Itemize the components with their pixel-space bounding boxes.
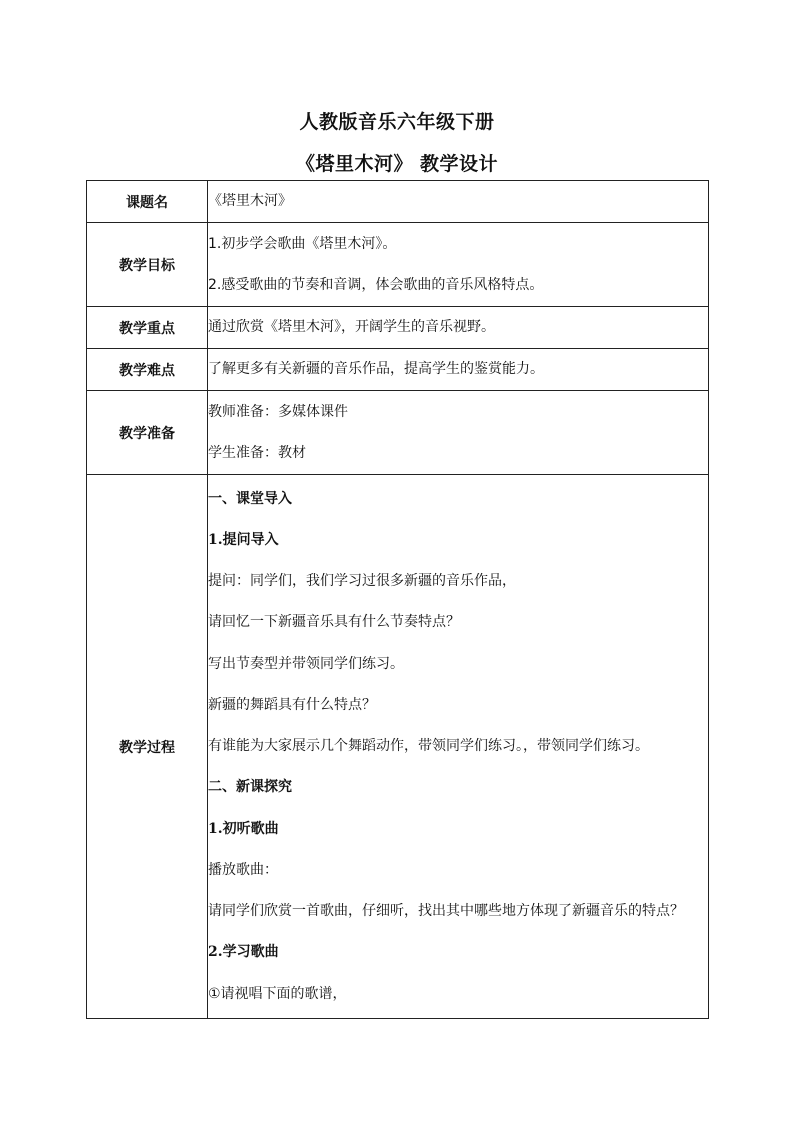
row-preparation xyxy=(87,391,709,475)
process-line: 写出节奏型并带领同学们练习。 xyxy=(208,655,404,672)
label-key-points: 教学重点 xyxy=(87,307,208,349)
row-difficulties xyxy=(87,349,709,391)
row-topic xyxy=(87,181,709,223)
process-line: 请同学们欣赏一首歌曲，仔细听，找出其中哪些地方体现了新疆音乐的特点？ xyxy=(208,903,684,919)
label-difficulties: 教学难点 xyxy=(87,349,208,391)
preparation-item: 学生准备：教材 xyxy=(208,444,306,461)
process-line: 提问：同学们，我们学习过很多新疆的音乐作品， xyxy=(208,573,516,589)
objective-item: 1.初步学会歌曲《塔里木河》。 xyxy=(208,235,397,252)
label-preparation: 教学准备 xyxy=(87,391,208,475)
value-topic xyxy=(208,181,709,223)
document-title: 人教版音乐六年级下册 xyxy=(299,111,495,133)
process-line: ①请视唱下面的歌谱， xyxy=(208,985,347,1002)
process-subheading: 2.学习歌曲 xyxy=(208,944,279,961)
label-process: 教学过程 xyxy=(87,475,208,1019)
process-subheading: 1.初听歌曲 xyxy=(208,820,279,837)
row-process xyxy=(87,475,709,1019)
topic-text: 《塔里木河》 xyxy=(208,193,292,209)
row-objectives xyxy=(87,223,709,307)
label-topic: 课题名 xyxy=(87,181,208,223)
objective-item: 2.感受歌曲的节奏和音调，体会歌曲的音乐风格特点。 xyxy=(208,276,544,293)
process-line: 有谁能为大家展示几个舞蹈动作，带领同学们练习。，带领同学们练习。 xyxy=(208,738,649,754)
process-heading: 二、新课探究 xyxy=(208,779,292,796)
difficulties-text: 了解更多有关新疆的音乐作品，提高学生的鉴赏能力。 xyxy=(208,361,544,377)
process-line: 新疆的舞蹈具有什么特点？ xyxy=(208,696,376,713)
label-objectives: 教学目标 xyxy=(87,223,208,307)
key-points-text: 通过欣赏《塔里木河》，开阔学生的音乐视野。 xyxy=(208,319,495,335)
process-line: 请回忆一下新疆音乐具有什么节奏特点？ xyxy=(208,614,460,631)
row-key-points xyxy=(87,307,709,349)
preparation-item: 教师准备：多媒体课件 xyxy=(208,403,348,420)
value-process xyxy=(208,475,709,1019)
value-key-points xyxy=(208,307,709,349)
document-subtitle: 《塔里木河》 教学设计 xyxy=(295,153,499,175)
value-objectives xyxy=(208,223,709,307)
process-line: 播放歌曲： xyxy=(208,861,278,878)
process-heading: 一、课堂导入 xyxy=(208,490,292,507)
process-subheading: 1.提问导入 xyxy=(208,531,279,548)
value-difficulties xyxy=(208,349,709,391)
lesson-plan-table xyxy=(86,180,709,1019)
value-preparation xyxy=(208,391,709,475)
